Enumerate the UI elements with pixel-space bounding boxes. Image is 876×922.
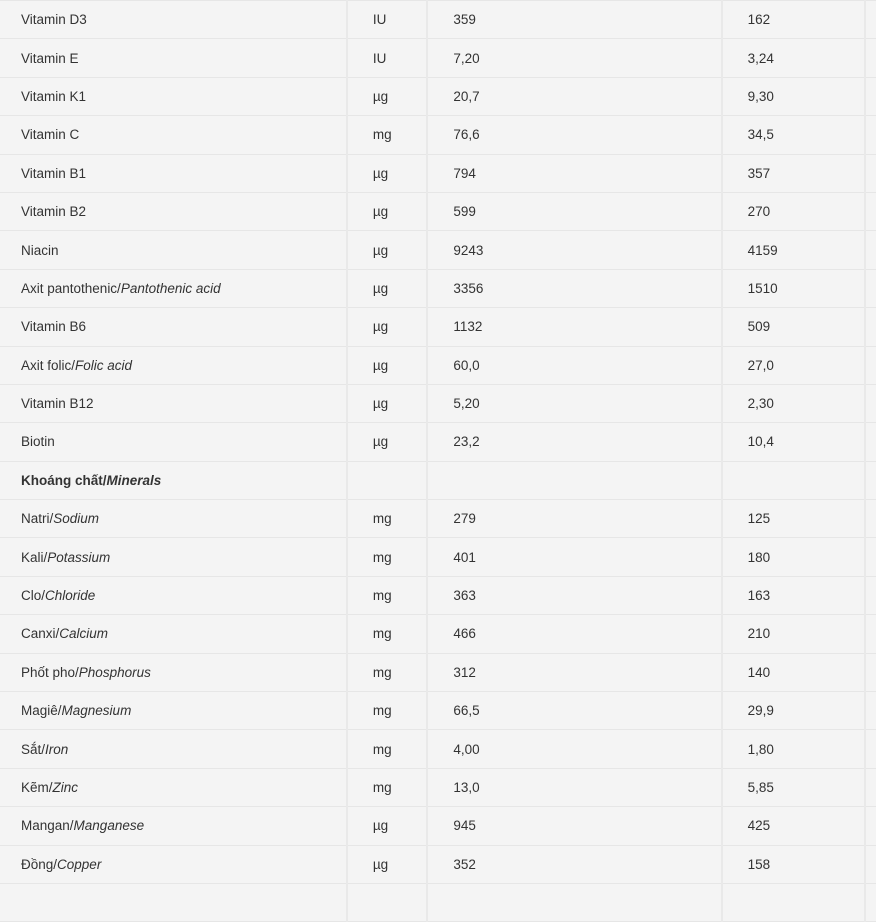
nutrient-name-en: Magnesium	[61, 703, 132, 719]
unit-cell: mg	[347, 116, 428, 154]
nutrient-name	[0, 538, 347, 576]
unit-cell: mg	[347, 692, 428, 730]
nutrient-name-vi: Vitamin B2	[21, 204, 87, 220]
nutrient-row	[0, 768, 876, 806]
nutrition-table-body	[0, 1, 876, 922]
nutrient-row	[0, 39, 876, 77]
value-per-serving-cell	[722, 461, 865, 499]
nutrient-name-vi: Vitamin B12	[21, 396, 94, 412]
unit-cell: µg	[347, 807, 428, 845]
unit-cell: mg	[347, 500, 428, 538]
value-per-100-cell: 9243	[427, 231, 721, 269]
nutrient-name-vi: Vitamin B6	[21, 319, 87, 335]
unit-cell: µg	[347, 192, 428, 230]
nutrient-name-vi: Vitamin D3	[21, 12, 87, 28]
nutrient-name-vi: Clo/	[21, 588, 46, 604]
nutrient-row	[0, 384, 876, 422]
nutrient-name-vi: Đồng/	[21, 856, 58, 872]
value-per-100-cell: 599	[427, 192, 721, 230]
nutrient-name-vi: Phốt pho/	[21, 664, 79, 680]
unit-cell: mg	[347, 615, 428, 653]
unit-cell: mg	[347, 768, 428, 806]
nutrient-row	[0, 653, 876, 691]
value-per-serving-cell: 27,0	[722, 346, 865, 384]
trailing-cell	[865, 500, 876, 538]
nutrient-name-vi: Natri/	[21, 511, 54, 527]
trailing-cell	[865, 768, 876, 806]
value-per-serving-cell: 3,24	[722, 39, 865, 77]
nutrient-row	[0, 883, 876, 921]
value-per-serving-cell: 140	[722, 653, 865, 691]
trailing-cell	[865, 615, 876, 653]
value-per-100-cell: 7,20	[427, 39, 721, 77]
unit-cell: IU	[347, 1, 428, 39]
trailing-cell	[865, 384, 876, 422]
trailing-cell	[865, 845, 876, 883]
section-header-row	[0, 461, 876, 499]
trailing-cell	[865, 807, 876, 845]
value-per-100-cell: 279	[427, 500, 721, 538]
nutrient-row	[0, 845, 876, 883]
nutrient-name-en: Minerals	[106, 472, 162, 488]
value-per-serving-cell: 158	[722, 845, 865, 883]
unit-cell: µg	[347, 231, 428, 269]
value-per-serving-cell: 357	[722, 154, 865, 192]
trailing-cell	[865, 883, 876, 921]
unit-cell: mg	[347, 538, 428, 576]
nutrient-name-vi: Biotin	[21, 434, 55, 450]
value-per-serving-cell: 163	[722, 576, 865, 614]
nutrient-name-vi: Kali/	[21, 549, 48, 565]
value-per-serving-cell: 34,5	[722, 116, 865, 154]
value-per-100-cell: 466	[427, 615, 721, 653]
nutrient-row	[0, 576, 876, 614]
unit-cell: mg	[347, 653, 428, 691]
value-per-100-cell: 76,6	[427, 116, 721, 154]
value-per-100-cell: 352	[427, 845, 721, 883]
trailing-cell	[865, 692, 876, 730]
trailing-cell	[865, 192, 876, 230]
nutrient-name	[0, 653, 347, 691]
unit-cell	[347, 883, 428, 921]
nutrient-name	[0, 500, 347, 538]
value-per-100-cell: 363	[427, 576, 721, 614]
nutrient-row	[0, 615, 876, 653]
value-per-100-cell: 359	[427, 1, 721, 39]
unit-cell: µg	[347, 384, 428, 422]
section-title	[0, 461, 347, 499]
trailing-cell	[865, 346, 876, 384]
nutrient-name-vi: Khoáng chất/	[21, 472, 107, 488]
value-per-serving-cell: 425	[722, 807, 865, 845]
nutrient-name	[0, 730, 347, 768]
nutrient-name-en: Chloride	[45, 588, 96, 604]
value-per-100-cell: 60,0	[427, 346, 721, 384]
nutrient-name	[0, 77, 347, 115]
trailing-cell	[865, 231, 876, 269]
value-per-100-cell: 401	[427, 538, 721, 576]
nutrient-row	[0, 116, 876, 154]
nutrient-name	[0, 807, 347, 845]
nutrient-row	[0, 500, 876, 538]
nutrient-name	[0, 116, 347, 154]
nutrient-row	[0, 692, 876, 730]
nutrient-name-en: Sodium	[53, 511, 100, 527]
unit-cell: IU	[347, 39, 428, 77]
value-per-100-cell: 23,2	[427, 423, 721, 461]
nutrient-name-vi: Vitamin B1	[21, 165, 87, 181]
value-per-100-cell: 794	[427, 154, 721, 192]
nutrient-name	[0, 883, 347, 921]
value-per-serving-cell: 4159	[722, 231, 865, 269]
unit-cell: µg	[347, 845, 428, 883]
nutrient-name-vi: Vitamin E	[21, 50, 79, 66]
unit-cell: µg	[347, 346, 428, 384]
nutrient-name-vi: Mangan/	[21, 818, 74, 834]
value-per-serving-cell: 162	[722, 1, 865, 39]
nutrient-name-en: Copper	[57, 856, 102, 872]
nutrient-name	[0, 269, 347, 307]
value-per-serving-cell: 210	[722, 615, 865, 653]
nutrient-row	[0, 730, 876, 768]
nutrient-name	[0, 231, 347, 269]
unit-cell	[347, 461, 428, 499]
nutrient-name	[0, 192, 347, 230]
trailing-cell	[865, 154, 876, 192]
nutrient-row	[0, 77, 876, 115]
nutrient-name	[0, 576, 347, 614]
trailing-cell	[865, 269, 876, 307]
trailing-cell	[865, 653, 876, 691]
nutrient-name	[0, 768, 347, 806]
value-per-serving-cell: 10,4	[722, 423, 865, 461]
value-per-100-cell: 312	[427, 653, 721, 691]
trailing-cell	[865, 576, 876, 614]
nutrient-name-vi: Axit pantothenic/	[21, 280, 121, 296]
nutrient-name	[0, 1, 347, 39]
value-per-serving-cell	[722, 883, 865, 921]
nutrient-name	[0, 384, 347, 422]
value-per-serving-cell: 1,80	[722, 730, 865, 768]
nutrient-name	[0, 154, 347, 192]
unit-cell: mg	[347, 730, 428, 768]
value-per-serving-cell: 29,9	[722, 692, 865, 730]
trailing-cell	[865, 423, 876, 461]
value-per-100-cell: 66,5	[427, 692, 721, 730]
unit-cell: µg	[347, 308, 428, 346]
value-per-serving-cell: 509	[722, 308, 865, 346]
nutrient-name-en: Potassium	[47, 549, 111, 565]
nutrient-name	[0, 615, 347, 653]
nutrient-row	[0, 538, 876, 576]
nutrient-row	[0, 346, 876, 384]
nutrient-name-en: Phosphorus	[78, 664, 151, 680]
nutrient-name-vi: Vitamin C	[21, 127, 80, 143]
value-per-100-cell: 945	[427, 807, 721, 845]
nutrient-row	[0, 308, 876, 346]
trailing-cell	[865, 1, 876, 39]
trailing-cell	[865, 461, 876, 499]
trailing-cell	[865, 538, 876, 576]
trailing-cell	[865, 308, 876, 346]
nutrient-row	[0, 807, 876, 845]
nutrient-name-en: Iron	[45, 741, 69, 757]
nutrient-name	[0, 845, 347, 883]
trailing-cell	[865, 77, 876, 115]
trailing-cell	[865, 730, 876, 768]
nutrient-name	[0, 39, 347, 77]
nutrient-name	[0, 692, 347, 730]
value-per-serving-cell: 5,85	[722, 768, 865, 806]
nutrient-name-vi: Axit folic/	[21, 357, 76, 373]
trailing-cell	[865, 39, 876, 77]
unit-cell: µg	[347, 77, 428, 115]
nutrient-name	[0, 346, 347, 384]
value-per-serving-cell: 125	[722, 500, 865, 538]
nutrient-name-vi: Niacin	[21, 242, 59, 258]
nutrient-name-en: Manganese	[73, 818, 145, 834]
nutrient-row	[0, 1, 876, 39]
nutrient-name	[0, 308, 347, 346]
nutrient-name-vi: Vitamin K1	[21, 88, 87, 104]
value-per-100-cell: 13,0	[427, 768, 721, 806]
unit-cell: µg	[347, 269, 428, 307]
value-per-100-cell: 3356	[427, 269, 721, 307]
value-per-serving-cell: 2,30	[722, 384, 865, 422]
value-per-serving-cell: 270	[722, 192, 865, 230]
nutrient-row	[0, 423, 876, 461]
value-per-serving-cell: 9,30	[722, 77, 865, 115]
unit-cell: mg	[347, 576, 428, 614]
unit-cell: µg	[347, 154, 428, 192]
nutrient-name-en: Pantothenic acid	[120, 280, 221, 296]
value-per-serving-cell: 180	[722, 538, 865, 576]
value-per-serving-cell: 1510	[722, 269, 865, 307]
nutrient-name	[0, 423, 347, 461]
nutrient-name-en: Folic acid	[75, 357, 133, 373]
nutrient-name-en: Calcium	[59, 626, 109, 642]
value-per-100-cell: 20,7	[427, 77, 721, 115]
value-per-100-cell	[427, 461, 721, 499]
nutrient-name-vi: Canxi/	[21, 626, 60, 642]
unit-cell: µg	[347, 423, 428, 461]
nutrient-name-vi: Kẽm/	[21, 780, 53, 795]
nutrient-name-vi: Magiê/	[21, 703, 62, 719]
nutrient-name-vi: Sắt/	[21, 741, 46, 757]
value-per-100-cell: 4,00	[427, 730, 721, 768]
nutrient-row	[0, 269, 876, 307]
nutrient-row	[0, 231, 876, 269]
value-per-100-cell	[427, 883, 721, 921]
nutrient-name-en: Zinc	[52, 780, 79, 795]
value-per-100-cell: 5,20	[427, 384, 721, 422]
nutrient-row	[0, 154, 876, 192]
nutrient-row	[0, 192, 876, 230]
trailing-cell	[865, 116, 876, 154]
value-per-100-cell: 1132	[427, 308, 721, 346]
